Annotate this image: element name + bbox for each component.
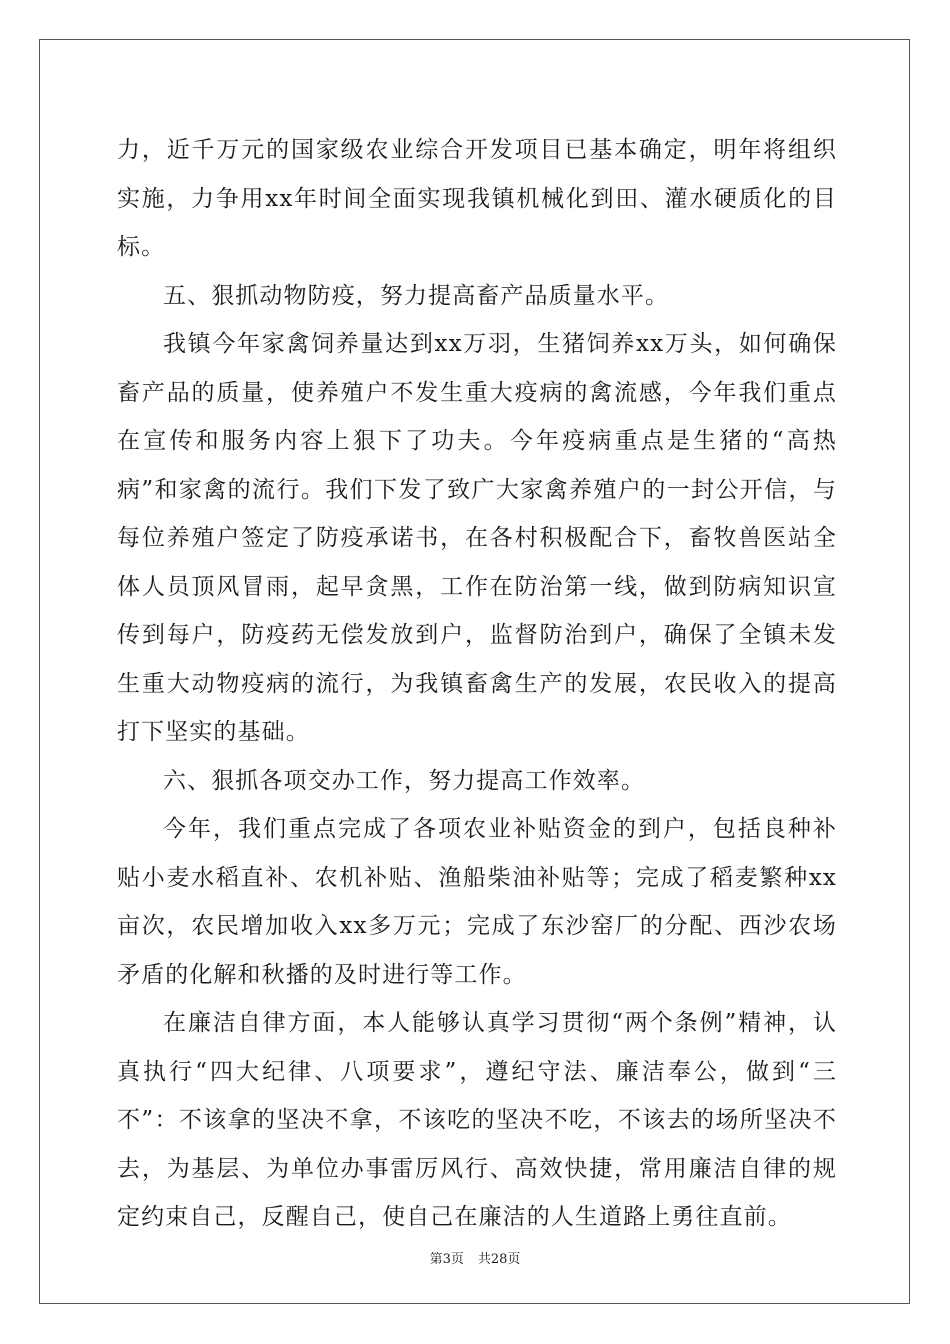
section-heading-six: 六、狠抓各项交办工作，努力提高工作效率。 bbox=[163, 767, 645, 794]
section-heading-five: 五、狠抓动物防疫，努力提高畜产品质量水平。 bbox=[163, 282, 670, 309]
page-footer bbox=[0, 1248, 950, 1267]
paragraph-integrity: 在廉洁自律方面，本人能够认真学习贯彻“两个条例”精神，认真执行“四大纪律、八项要求”，遵纪守法、廉洁奉公，做到“三不”：不该拿的坚决不拿，不该吃的坚决不吃，不该去的场所坚决不去，为基层、为单位办事雷厉风行、高效快捷，常用廉洁自律的规定约束自己，反醒自己，使自己在廉洁的人生道路上勇往直前。 bbox=[117, 1010, 837, 1230]
paragraph-continuation: 力，近千万元的国家级农业综合开发项目已基本确定，明年将组织实施，力争用xx年时间全面实现我镇机械化到田、灌水硬质化的目标。 bbox=[117, 137, 837, 260]
paragraph-assigned-work: 今年，我们重点完成了各项农业补贴资金的到户，包括良种补贴小麦水稻直补、农机补贴、渔船柴油补贴等；完成了稻麦繁种xx亩次，农民增加收入xx多万元；完成了东沙窑厂的分配、西沙农场矛盾的化解和秋播的及时进行等工作。 bbox=[117, 816, 837, 988]
current-page-number: 第3页 bbox=[429, 1252, 464, 1267]
total-page-count: 共28页 bbox=[477, 1252, 521, 1267]
paragraph-epidemic-prevention: 我镇今年家禽饲养量达到xx万羽，生猪饲养xx万头，如何确保畜产品的质量，使养殖户不发生重大疫病的禽流感，今年我们重点在宣传和服务内容上狠下了功夫。今年疫病重点是生猪的“高热病”和家禽的流行。我们下发了致广大家禽养殖户的一封公开信，与每位养殖户签定了防疫承诺书，在各村积极配合下，畜牧兽医站全体人员顶风冒雨，起早贪黑，工作在防治第一线，做到防病知识宣传到每户，防疫药无偿发放到户，监督防治到户，确保了全镇未发生重大动物疫病的流行，为我镇畜禽生产的发展，农民收入的提高打下坚实的基础。 bbox=[117, 331, 837, 745]
document-body bbox=[117, 126, 837, 1242]
